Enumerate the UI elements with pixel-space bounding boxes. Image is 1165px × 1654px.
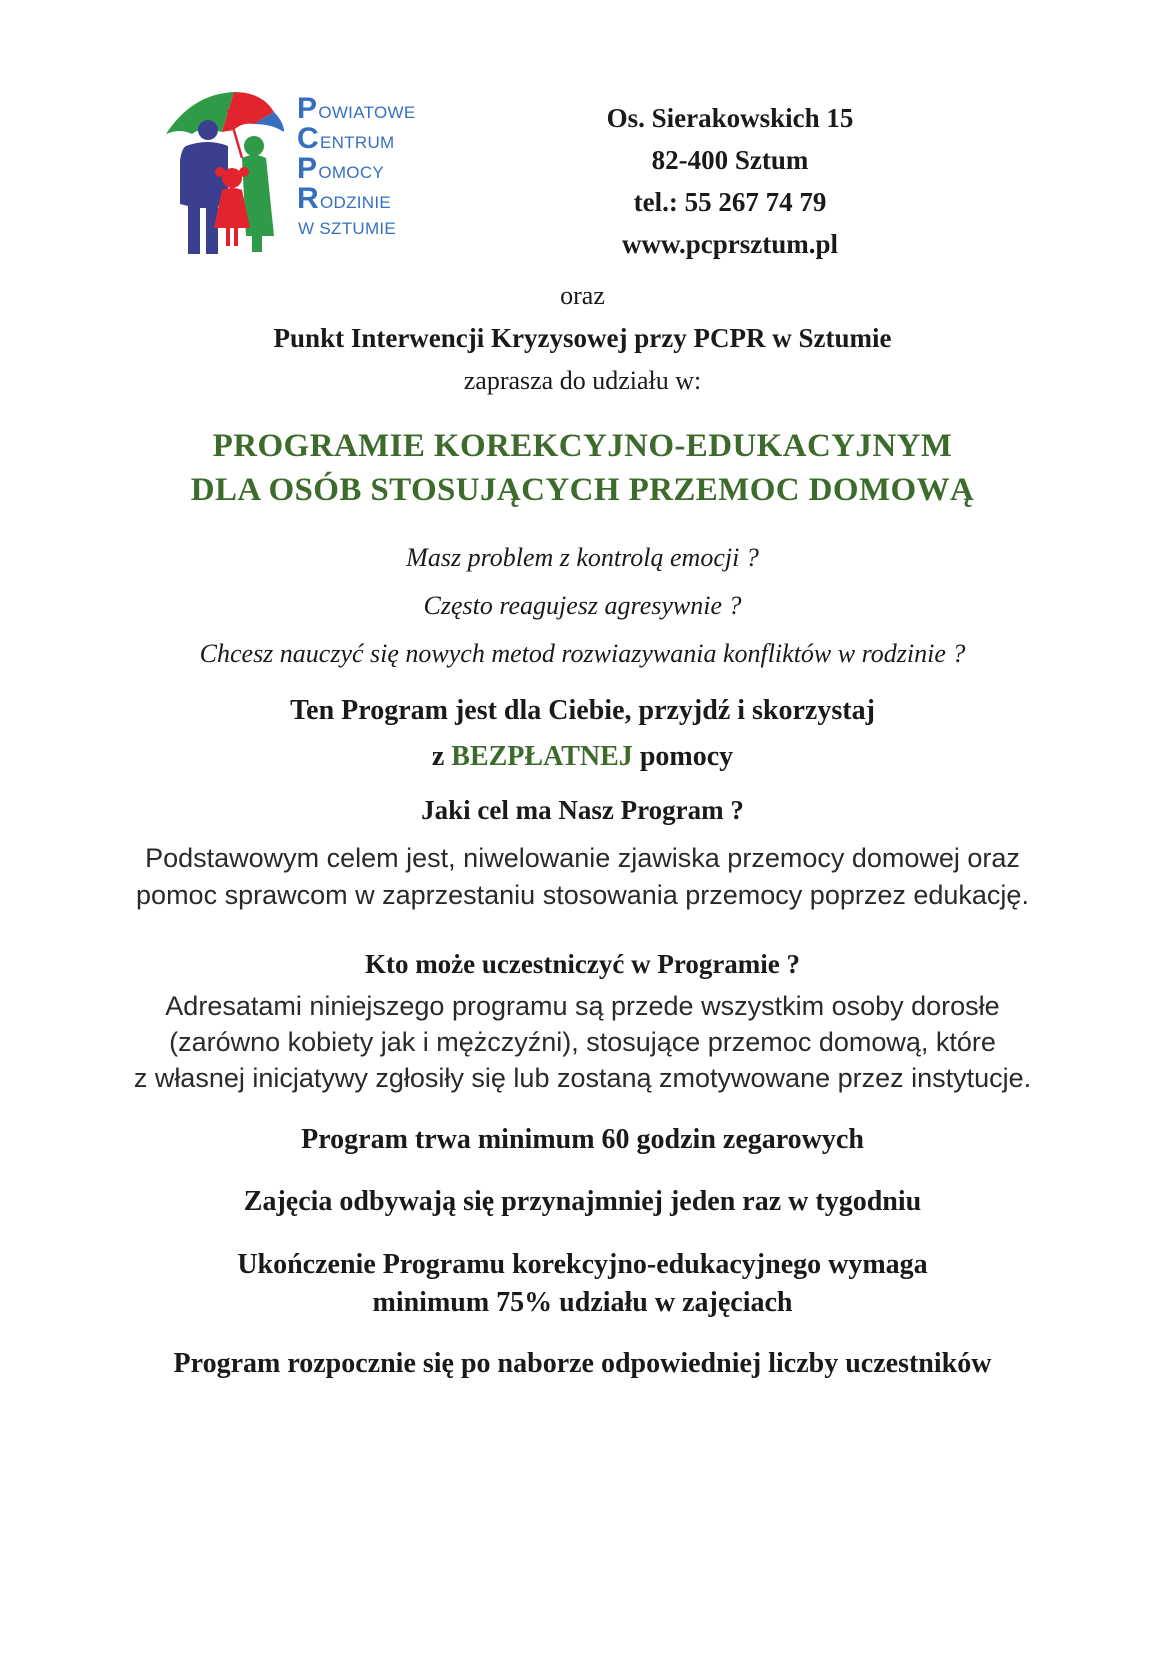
logo-rest: ENTRUM: [319, 133, 395, 152]
headline-line-1: PROGRAMIE KOREKCYJNO-EDUKACYJNYM: [212, 428, 953, 464]
logo-line-2: [297, 122, 415, 155]
participants-line: (zarówno kobiety jak i mężczyźni), stosujące przemoc domową, które: [169, 1027, 996, 1057]
logo-wordmark: [297, 92, 415, 238]
logo-line-5: [297, 212, 415, 238]
family-umbrella-logo-icon: [162, 86, 298, 272]
participants-heading: Kto może uczestniczyć w Programie ?: [364, 949, 801, 979]
logo-rest: ODZINIE: [319, 193, 392, 212]
participants-line: z własnej inicjatywy zgłosiły się lub zostaną zmotywowane przez instytucje.: [133, 1063, 1032, 1093]
program-duration: Program trwa minimum 60 godzin zegarowych: [301, 1124, 864, 1155]
offer-text: [0, 688, 1165, 780]
offer-line-1: Ten Program jest dla Ciebie, przyjdź i skorzystaj: [290, 695, 875, 726]
logo-cap: C: [297, 122, 319, 155]
logo-line-1: [297, 92, 416, 125]
program-frequency: Zajęcia odbywają się przynajmniej jeden raz w tygodniu: [243, 1186, 922, 1217]
logo-rest: OMOCY: [318, 163, 385, 182]
goal-heading: Jaki cel ma Nasz Program ?: [421, 795, 744, 825]
address-phone: tel.: 55 267 74 79: [633, 187, 827, 217]
question-item: Masz problem z kontrolą emocji ?: [406, 543, 759, 572]
address-website: www.pcprsztum.pl: [621, 229, 838, 259]
logo-cap: P: [297, 152, 318, 185]
offer-prefix: z: [431, 741, 452, 772]
participants-description: [0, 988, 1165, 1096]
participants-line: Adresatami niniejszego programu są przede wszystkim osoby dorosłe: [165, 991, 1000, 1021]
goal-line: Podstawowym celem jest, niwelowanie zjawiska przemocy domowej oraz: [145, 843, 1020, 873]
question-item: Chcesz nauczyć się nowych metod rozwiazywania konfliktów w rodzinie ?: [199, 639, 966, 668]
address-street: Os. Sierakowskich 15: [606, 103, 854, 133]
logo-line-4: [297, 182, 415, 215]
invite-text: zaprasza do udziału w:: [463, 366, 702, 395]
offer-highlight-free: BEZPŁATNEJ: [451, 741, 633, 772]
logo-line-3: [297, 152, 415, 185]
completion-line-2: minimum 75% udziału w zajęciach: [372, 1287, 793, 1318]
organization-name: Punkt Interwencji Kryzysowej przy PCPR w Sztumie: [273, 323, 892, 353]
logo-rest: OWIATOWE: [318, 103, 416, 122]
goal-description: [0, 840, 1165, 914]
questions-list: [0, 534, 1165, 678]
completion-line-1: Ukończenie Programu korekcyjno-edukacyjnego wymaga: [237, 1249, 928, 1280]
program-start: Program rozpocznie się po naborze odpowiedniej liczby uczestników: [173, 1348, 992, 1379]
offer-suffix: pomocy: [632, 741, 734, 772]
question-item: Często reagujesz agresywnie ?: [423, 591, 742, 620]
goal-line: pomoc sprawcom w zaprzestaniu stosowania przemocy poprzez edukację.: [136, 880, 1029, 910]
address-postal: 82-400 Sztum: [651, 145, 809, 175]
logo-cap: R: [297, 182, 319, 215]
pcpr-logo: [162, 86, 462, 272]
logo-cap: P: [297, 92, 318, 125]
program-headline: [0, 424, 1165, 512]
contact-address: [570, 97, 890, 265]
logo-rest: W SZTUMIE: [298, 219, 397, 238]
intro-oraz: oraz: [560, 281, 605, 310]
program-completion: [0, 1246, 1165, 1322]
headline-line-2: DLA OSÓB STOSUJĄCYCH PRZEMOC DOMOWĄ: [190, 472, 975, 508]
offer-line-2: [0, 734, 1165, 780]
